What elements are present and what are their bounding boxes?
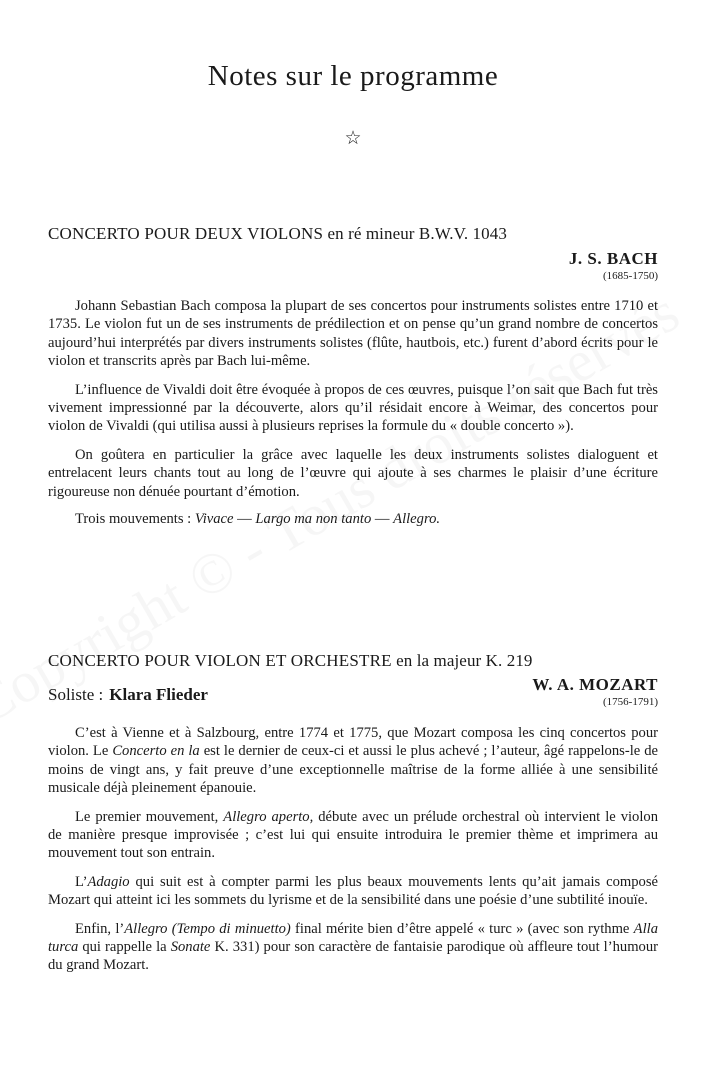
text: qui suit est à compter parmi les plus beaux mouvements lents qu’ait jamais composé Mozart qui atteint ici les sommets du lyrisme et de la sensibilité dans une poésie d’une subtilité inouïe.: [48, 873, 658, 909]
mozart-composer-row: [48, 675, 658, 708]
movements-label: Trois mouvements :: [75, 511, 192, 528]
italic-text: Adagio: [87, 873, 130, 890]
text: K. 331) pour son caractère de fantaisie parodique où affleure tout l’humour du grand Mozart.: [48, 939, 658, 974]
mozart-body: [48, 724, 658, 975]
text: est le dernier de ceux-ci et aussi le plus achevé ; l’auteur, âgé rappelons-le de moins de vingt ans, y fait preuve d’une exceptionnelle maîtrise de la forme alliée à une sensibilité musicale déjà pleinement épanouie.: [48, 743, 658, 797]
dash: —: [374, 511, 390, 528]
mozart-composer: [532, 675, 658, 708]
dash: —: [237, 511, 252, 528]
italic-text: Sonate: [170, 939, 211, 956]
bach-body: [48, 297, 658, 528]
mozart-paragraph-4: [48, 920, 658, 975]
mozart-paragraph-2: [48, 808, 658, 863]
bach-composer: [569, 249, 658, 282]
mozart-title-key: en la majeur K. 219: [396, 651, 533, 670]
italic-text: Alla turca: [48, 920, 658, 956]
soloist-label: Soliste :: [48, 685, 104, 704]
bach-title-caps: CONCERTO POUR DEUX VIOLONS: [48, 224, 324, 243]
text: C’est à Vienne et à Salzbourg, entre 1774 et 1775, que Mozart composa les cinq concertos pour violon. Le: [48, 725, 658, 760]
mozart-paragraph-3: [48, 873, 658, 910]
bach-composer-name: J. S. BACH: [568, 249, 658, 268]
text: L’: [75, 873, 88, 890]
text: Enfin, l’: [75, 920, 125, 937]
movement-largo: Largo ma non tanto: [255, 511, 372, 528]
mozart-title-caps: CONCERTO POUR VIOLON ET ORCHESTRE: [48, 651, 392, 670]
bach-section: [48, 224, 658, 528]
bach-composer-dates: (1685-1750): [603, 270, 658, 282]
bach-movements: [48, 511, 658, 528]
italic-text: Allegro aperto,: [223, 808, 314, 825]
bach-work-title: [48, 224, 658, 244]
mozart-paragraph-1: [48, 724, 658, 798]
movement-vivace: Vivace: [194, 511, 234, 528]
mozart-composer-name: W. A. MOZART: [532, 675, 658, 694]
page-title: Notes sur le programme: [207, 60, 499, 92]
text: final mérite bien d’être appelé « turc » (avec son rythme: [290, 920, 634, 937]
bach-composer-row: [48, 249, 658, 282]
mozart-composer-dates: (1756-1791): [603, 696, 658, 708]
bach-paragraph-3: On goûtera en particulier la grâce avec laquelle les deux instruments solistes dialoguent et entrelacent leurs chants tout au long de l’œuvre qui ajoute à ses charmes le plaisir d’une écriture rigoureuse non dénuée pourtant d’émotion.: [48, 446, 658, 500]
italic-text: Allegro (Tempo di minuetto): [124, 920, 291, 937]
star-ornament-icon: ☆: [344, 128, 362, 149]
mozart-section: [48, 651, 658, 985]
bach-paragraph-2: L’influence de Vivaldi doit être évoquée à propos de ces œuvres, puisque l’on sait que Bach fut très vivement impressionné par la découverte, alors qu’il résidait encore à Weimar, des concertos pour violon de Vivaldi (qui utilisa aussi à plusieurs reprises la formule du « double concerto »).: [48, 381, 658, 435]
text: qui rappelle la: [78, 939, 171, 956]
text: Le premier mouvement,: [75, 808, 224, 825]
soloist-name: Klara Flieder: [109, 685, 208, 704]
italic-text: Concerto en la: [112, 743, 200, 760]
bach-title-key: en ré mineur B.W.V. 1043: [327, 224, 507, 243]
mozart-work-title: [48, 651, 658, 671]
text: débute avec un prélude orchestral où intervient le violon de manière presque improvisée ; c’est lui qui ensuite introduira le premier thème et imprimera au mouvement tout son entrain.: [48, 808, 659, 862]
bach-paragraph-1: Johann Sebastian Bach composa la plupart de ses concertos pour instruments solistes entre 1710 et 1735. Le violon fut un de ses instruments de prédilection et on pense qu’un grand nombre de concertos aujourd’hui interprétés par divers instruments solistes (flûte, hautbois, etc.) furent d’abord écrits pour le violon et transcrits après par Bach lui-même.: [48, 298, 658, 370]
soloist: [48, 675, 208, 705]
movement-allegro: Allegro.: [393, 511, 441, 528]
